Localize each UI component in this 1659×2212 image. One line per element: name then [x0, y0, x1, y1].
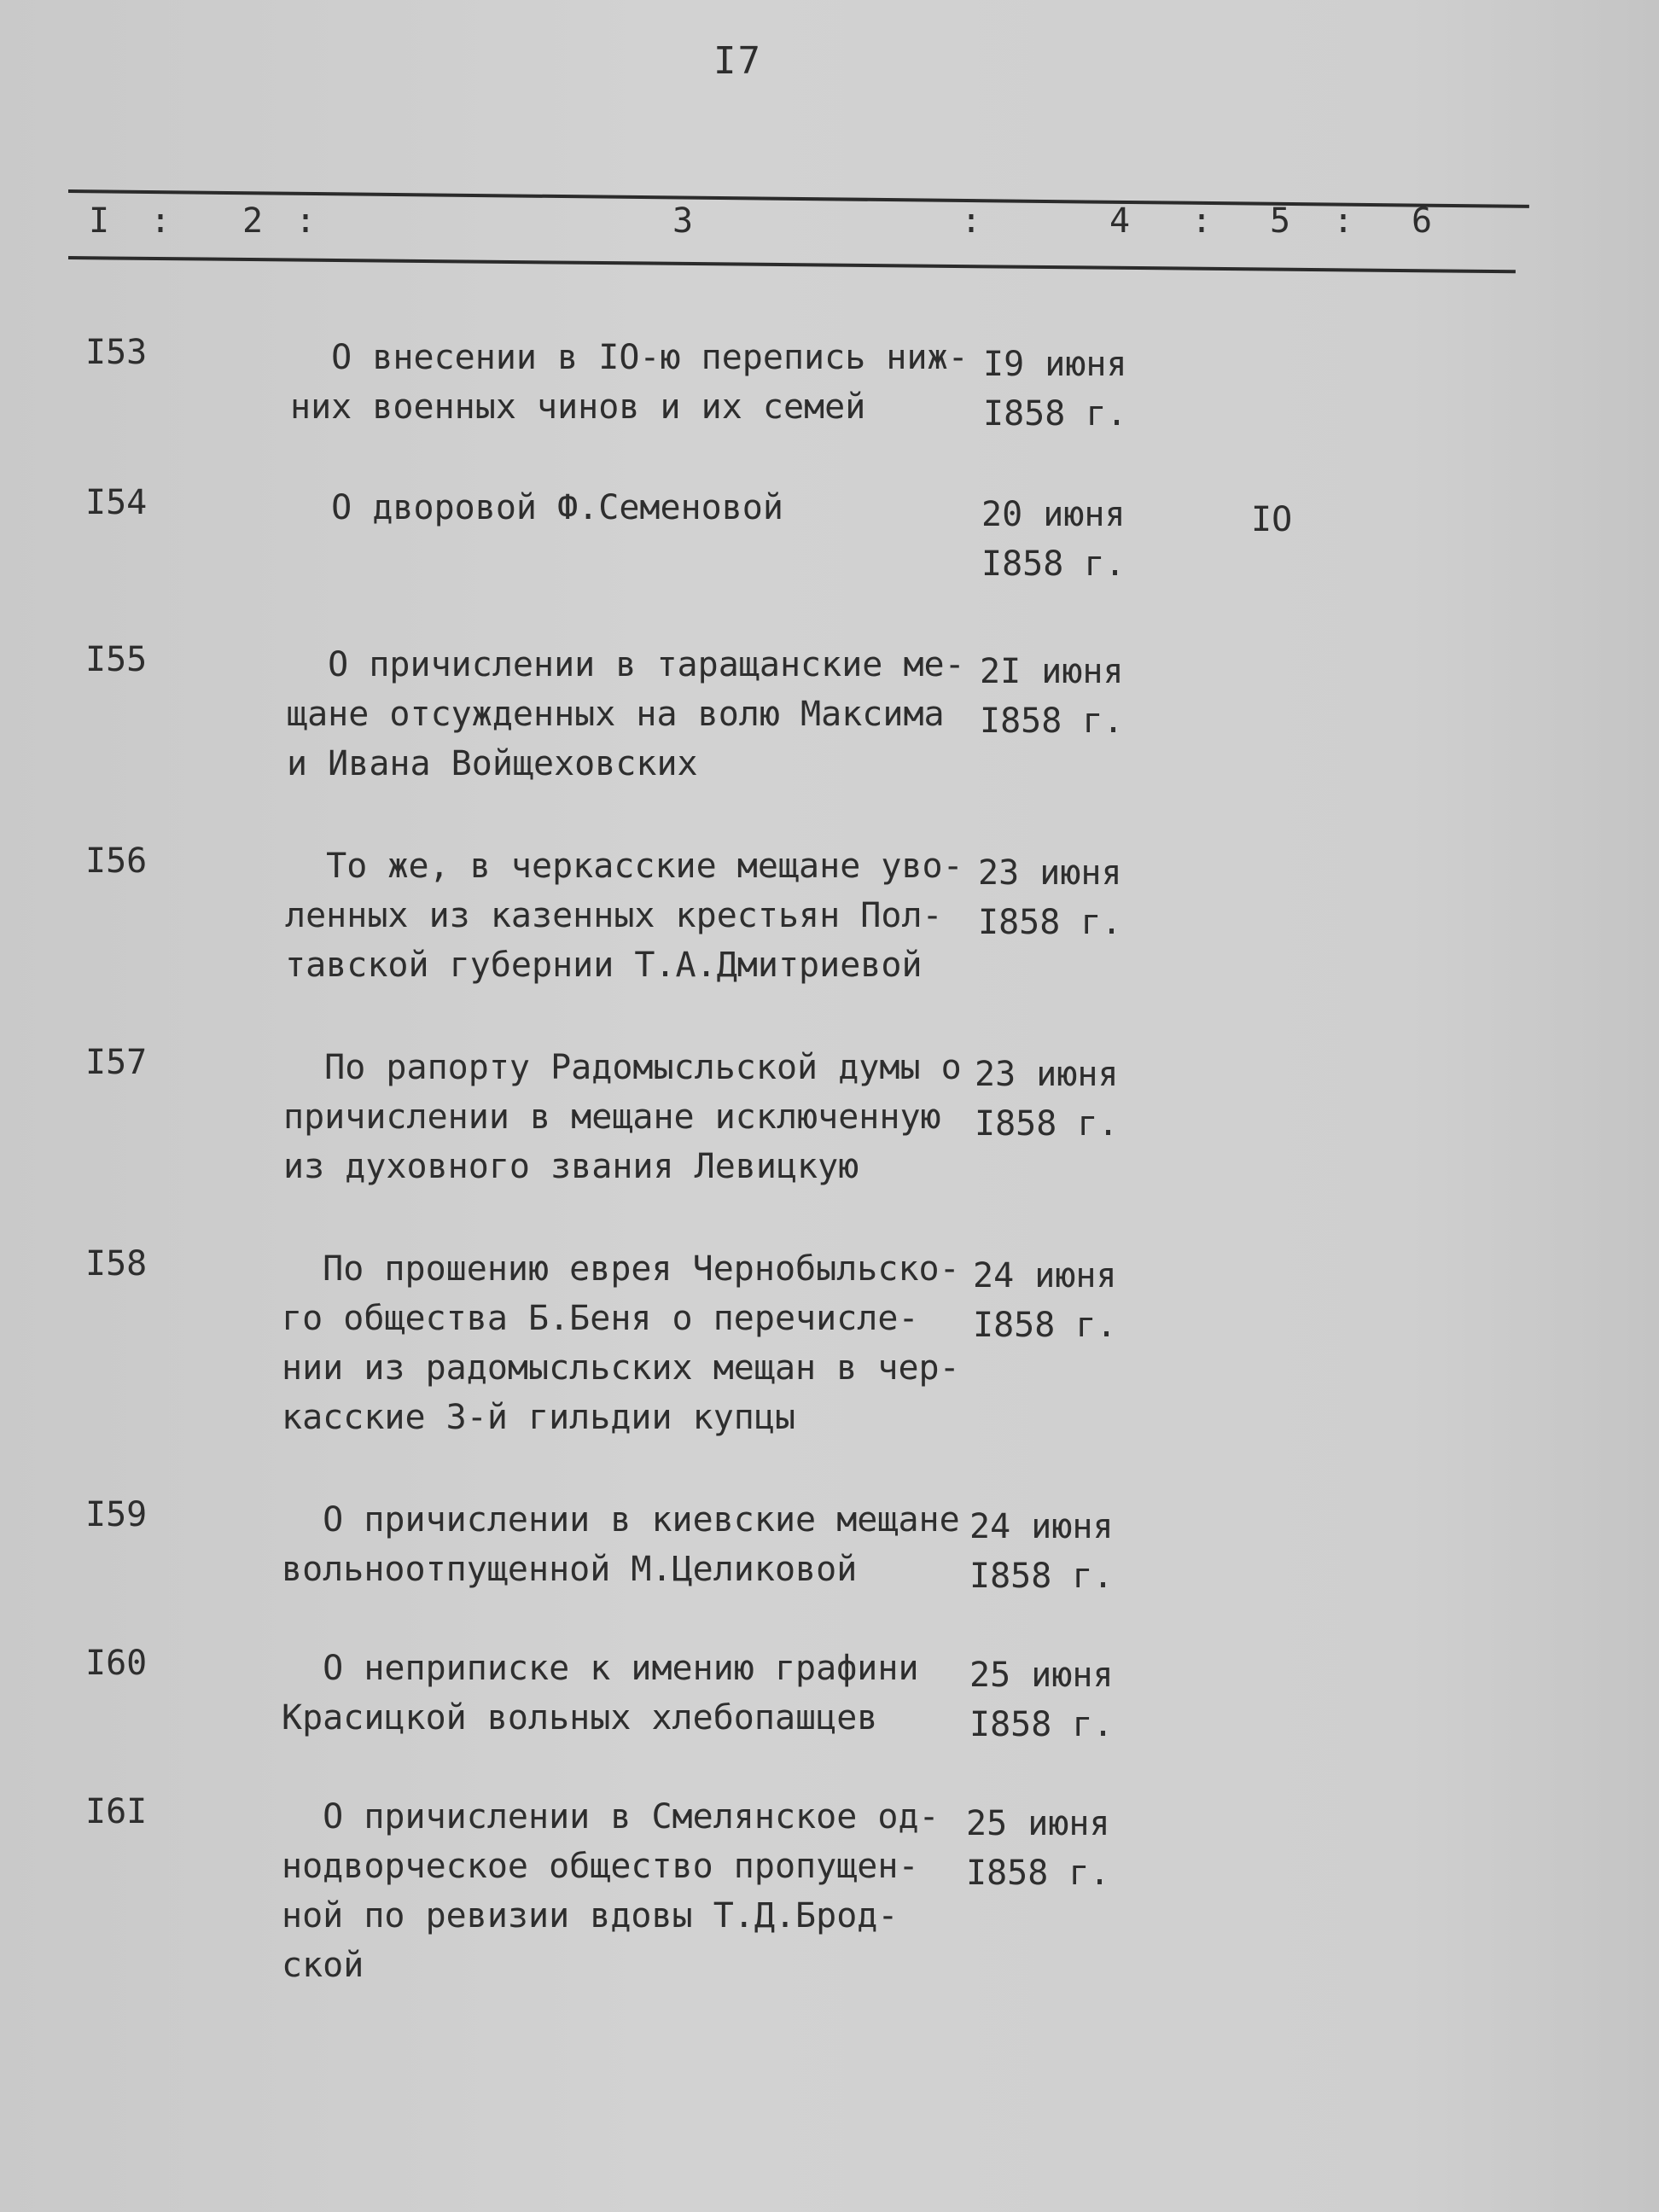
entry-date [966, 1799, 1110, 1898]
entry-date [969, 1502, 1114, 1601]
description-line: нодворческое общество пропущен- [282, 1847, 919, 1886]
column-header-4: 4 [1109, 201, 1131, 241]
column-separator: : [1191, 201, 1213, 241]
date-day-month: 24 июня [973, 1256, 1117, 1295]
date-year: I858 г. [969, 1557, 1114, 1596]
entry-number: I54 [85, 483, 148, 522]
entry-description [283, 1043, 983, 1191]
entry-description [285, 841, 985, 990]
date-year: I858 г. [981, 544, 1126, 584]
entry-date [973, 1251, 1117, 1350]
entry-column-5: IО [1251, 500, 1293, 539]
description-line: и Ивана Войщеховских [287, 744, 698, 783]
entry-number: I53 [85, 333, 148, 372]
entry-description [282, 1244, 981, 1442]
date-year: I858 г. [978, 903, 1122, 942]
date-day-month: 23 июня [975, 1055, 1119, 1094]
column-header-5: 5 [1270, 201, 1291, 241]
entry-number: I60 [85, 1644, 148, 1683]
description-line: нии из радомысльских мещан в чер- [282, 1348, 960, 1388]
description-line: О неприписке к имению графини [282, 1649, 919, 1688]
description-line: То же, в черкасские мещане уво- [285, 847, 963, 886]
description-line: го общества Б.Беня о перечисле- [282, 1299, 919, 1338]
entry-number: I6I [85, 1792, 148, 1831]
entry-number: I57 [85, 1043, 148, 1082]
entry-date [975, 1050, 1119, 1149]
entry-date [981, 490, 1126, 589]
date-day-month: 25 июня [969, 1656, 1114, 1695]
description-line: них военных чинов и их семей [290, 387, 866, 427]
date-year: I858 г. [969, 1705, 1114, 1744]
entry-description [282, 1495, 981, 1594]
page-number: I7 [713, 39, 762, 83]
entry-description [290, 483, 990, 533]
date-year: I858 г. [983, 394, 1127, 434]
description-line: О причислении в таращанские ме- [287, 645, 965, 684]
entry-number: I55 [85, 640, 148, 679]
date-day-month: I9 июня [983, 345, 1127, 384]
entry-date [983, 340, 1127, 439]
date-day-month: 24 июня [969, 1507, 1114, 1546]
description-line: По рапорту Радомысльской думы о [283, 1048, 962, 1087]
header-bottom-rule [68, 256, 1516, 273]
description-line: тавской губернии Т.А.Дмитриевой [285, 946, 923, 985]
description-line: касские 3-й гильдии купцы [282, 1398, 796, 1437]
column-header-1: I [89, 201, 110, 241]
column-separator: : [150, 201, 172, 241]
description-line: Красицкой вольных хлебопашцев [282, 1698, 878, 1738]
date-year: I858 г. [980, 701, 1124, 741]
description-line: О внесении в IО-ю перепись ниж- [290, 338, 969, 377]
column-header-6: 6 [1412, 201, 1433, 241]
date-day-month: 23 июня [978, 853, 1122, 893]
date-year: I858 г. [966, 1854, 1110, 1893]
date-day-month: 2I июня [980, 652, 1124, 691]
entry-number: I59 [85, 1495, 148, 1534]
entry-number: I58 [85, 1244, 148, 1284]
column-header-3: 3 [672, 201, 694, 241]
date-day-month: 20 июня [981, 495, 1126, 534]
description-line: ской [282, 1946, 364, 1985]
entry-date [978, 848, 1122, 947]
entry-description [282, 1792, 981, 1990]
description-line: О причислении в Смелянское од- [282, 1797, 940, 1837]
description-line: вольноотпущенной М.Целиковой [282, 1550, 858, 1589]
column-header-2: 2 [242, 201, 264, 241]
date-year: I858 г. [975, 1104, 1119, 1144]
entry-number: I56 [85, 841, 148, 881]
description-line: ной по ревизии вдовы Т.Д.Брод- [282, 1896, 899, 1936]
description-line: О дворовой Ф.Семеновой [290, 488, 783, 527]
entry-description [287, 640, 987, 789]
entry-date [969, 1650, 1114, 1749]
description-line: О причислении в киевские мещане [282, 1500, 960, 1540]
description-line: причислении в мещане исключенную [283, 1097, 941, 1137]
description-line: ленных из казенных крестьян Пол- [285, 896, 943, 935]
header-top-rule [68, 189, 1529, 208]
date-day-month: 25 июня [966, 1804, 1110, 1843]
entry-description [282, 1644, 981, 1743]
description-line: щане отсужденных на волю Максима [287, 695, 945, 734]
description-line: из духовного звания Левицкую [283, 1147, 859, 1186]
description-line: По прошению еврея Чернобыльско- [282, 1249, 960, 1289]
column-separator: : [295, 201, 317, 241]
entry-description [290, 333, 990, 432]
entry-date [980, 647, 1124, 746]
column-separator: : [1333, 201, 1354, 241]
column-separator: : [961, 201, 982, 241]
date-year: I858 г. [973, 1306, 1117, 1345]
